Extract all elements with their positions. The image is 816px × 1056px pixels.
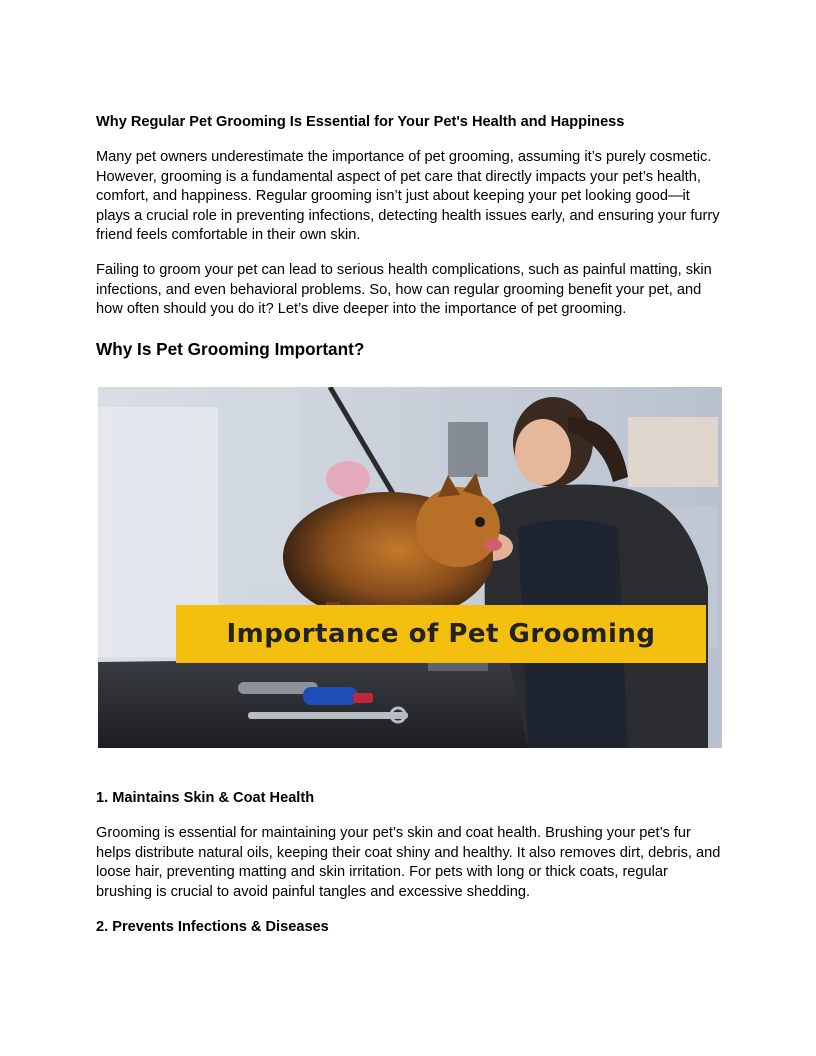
- subsection-body-1: Grooming is essential for maintaining your pet’s skin and coat health. Brushing your pet’s fur helps distribute natural oils, keeping their coat shiny and healthy. It also removes dirt, debris, and loose hair, preventing matting and skin irritation. For pets with long or thick coats, regular brushing is crucial to avoid painful tangles and excessive shedding.: [96, 825, 721, 900]
- subsection-heading-1: 1. Maintains Skin & Coat Health: [96, 790, 315, 806]
- intro-paragraph-1: Many pet owners underestimate the importance of pet grooming, assuming it’s purely cosmetic. However, grooming is a fundamental aspect of pet care that directly impacts your pet’s health, comfort, and happiness. Regular grooming isn’t just about keeping your pet looking good—it plays a crucial role in preventing infections, detecting health issues early, and ensuring your furry friend feels comfortable in their own skin.: [96, 149, 720, 243]
- hero-image: [98, 387, 722, 748]
- intro-paragraph-2: Failing to groom your pet can lead to serious health complications, such as painful matting, skin infections, and even behavioral problems. So, how can regular grooming benefit your pet, and how often should you do it? Let’s dive deeper into the importance of pet grooming.: [96, 262, 712, 317]
- grooming-photo-illustration: [98, 387, 722, 748]
- document-title: Why Regular Pet Grooming Is Essential for Your Pet's Health and Happiness: [96, 114, 625, 130]
- subsection-heading-2: 2. Prevents Infections & Diseases: [96, 919, 329, 935]
- hero-banner: [176, 605, 706, 663]
- section-heading: Why Is Pet Grooming Important?: [96, 339, 365, 359]
- hero-banner-text: Importance of Pet Grooming: [226, 619, 656, 649]
